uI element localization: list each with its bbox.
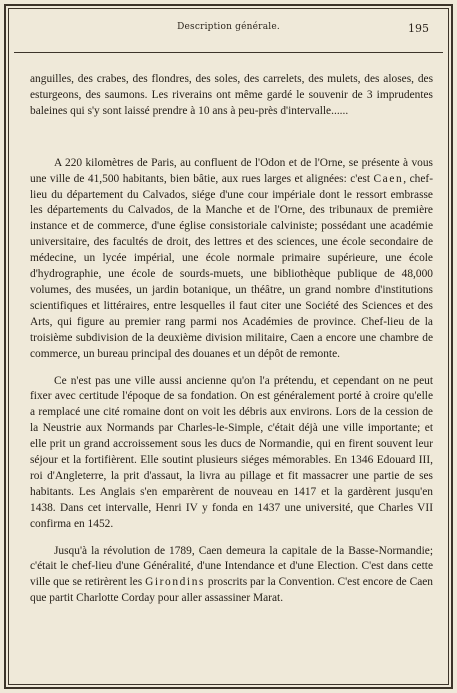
paragraph-revolution — [30, 544, 433, 608]
paragraph-caen-description — [30, 156, 433, 363]
paragraph-text-segment: proscrits par la Convention. C'est encore de Caen que partit Charlotte Corday pour aller assassiner Marat. — [30, 576, 434, 605]
paragraph-continued: anguilles, des crabes, des flondres, des soles, des carrelets, des mulets, des aloses, des esturgeons, des saumons. Les riverains ont même gardé le souvenir de 3 imprudentes baleines qui s'y sont laissé prendre à 10 ans à peu-près d'intervalle...... — [30, 73, 433, 117]
spaced-name-caen: Caen — [373, 172, 404, 185]
header-rule — [14, 52, 443, 53]
paragraph-history: Ce n'est pas une ville aussi ancienne qu'on l'a prétendu, et cependant on ne peut fixer avec certitude l'époque de sa fondation. On est généralement porté à croire qu'elle a remplacé une cité romaine dont on voit les débris aux environs. Lors de la cession de la Neustrie aux Normands par Charles-le-Simple, c'était déjà une ville importante; et elle prit un grand accroissement sous les ducs de Normandie, qui en firent souvent leur séjour et la fortifièrent. Elle soutint plusieurs siéges mémorables. En 1346 Edouard III, roi d'Angleterre, la prit d'assaut, la livra au pillage et fit massacrer une partie de ses habitants. Les Anglais s'en emparèrent de nouveau en 1417 et la gardèrent jusqu'en 1438. Dans cet intervalle, Henri IV y fonda en 1437 une université, que Charles VII confirma en 1452. — [30, 374, 433, 530]
page-number: 195 — [408, 22, 429, 35]
spaced-name-girondins: Girondins — [145, 576, 206, 589]
paragraph-text-segment: Jusqu'à la révolution de 1789, Caen demeura la capitale de la Basse-Normandie; c'était le chef-lieu d'une Généralité, d'une Intendance et d'une Election. C'est dans cette ville que se retirèrent les — [30, 544, 433, 589]
running-title: Description générale. — [177, 22, 280, 32]
paragraph-text-segment: A 220 kilomètres de Paris, au confluent de l'Odon et de l'Orne, se présente à vous une ville de 41,500 habitants, bien bâtie, aux rues larges et alignées: c'est — [30, 156, 433, 185]
page-body — [30, 72, 433, 607]
paragraph-text-segment: , chef-lieu du département du Calvados, siége d'une cour impériale dont le ressort embrasse les départements du Calvados, de la Manche et de l'Orne, des tribunaux de première instance et de commerce, d'une église consistoriale calviniste; possédant une académie universitaire, des facultés de droit, des lettres et des sciences, une école secondaire de médecine, un lycée impérial, une école normale primaire supérieure, une école d'hydrographie, une école de sourds-muets, une bibliothèque publique de 48,000 volumes, des musées, un jardin botanique, un théâtre, un grand nombre d'institutions scientifiques et littéraires, entre lesquelles il faut citer une Société des Sciences et des Arts, qui figure au premier rang parmi nos Académies de province. Chef-lieu de la troisième subdivision de la deuxième division militaire, Caen a encore une chambre de commerce, un bureau principal des douanes et un dépôt de remonte. — [30, 172, 434, 360]
page-header — [14, 12, 443, 52]
